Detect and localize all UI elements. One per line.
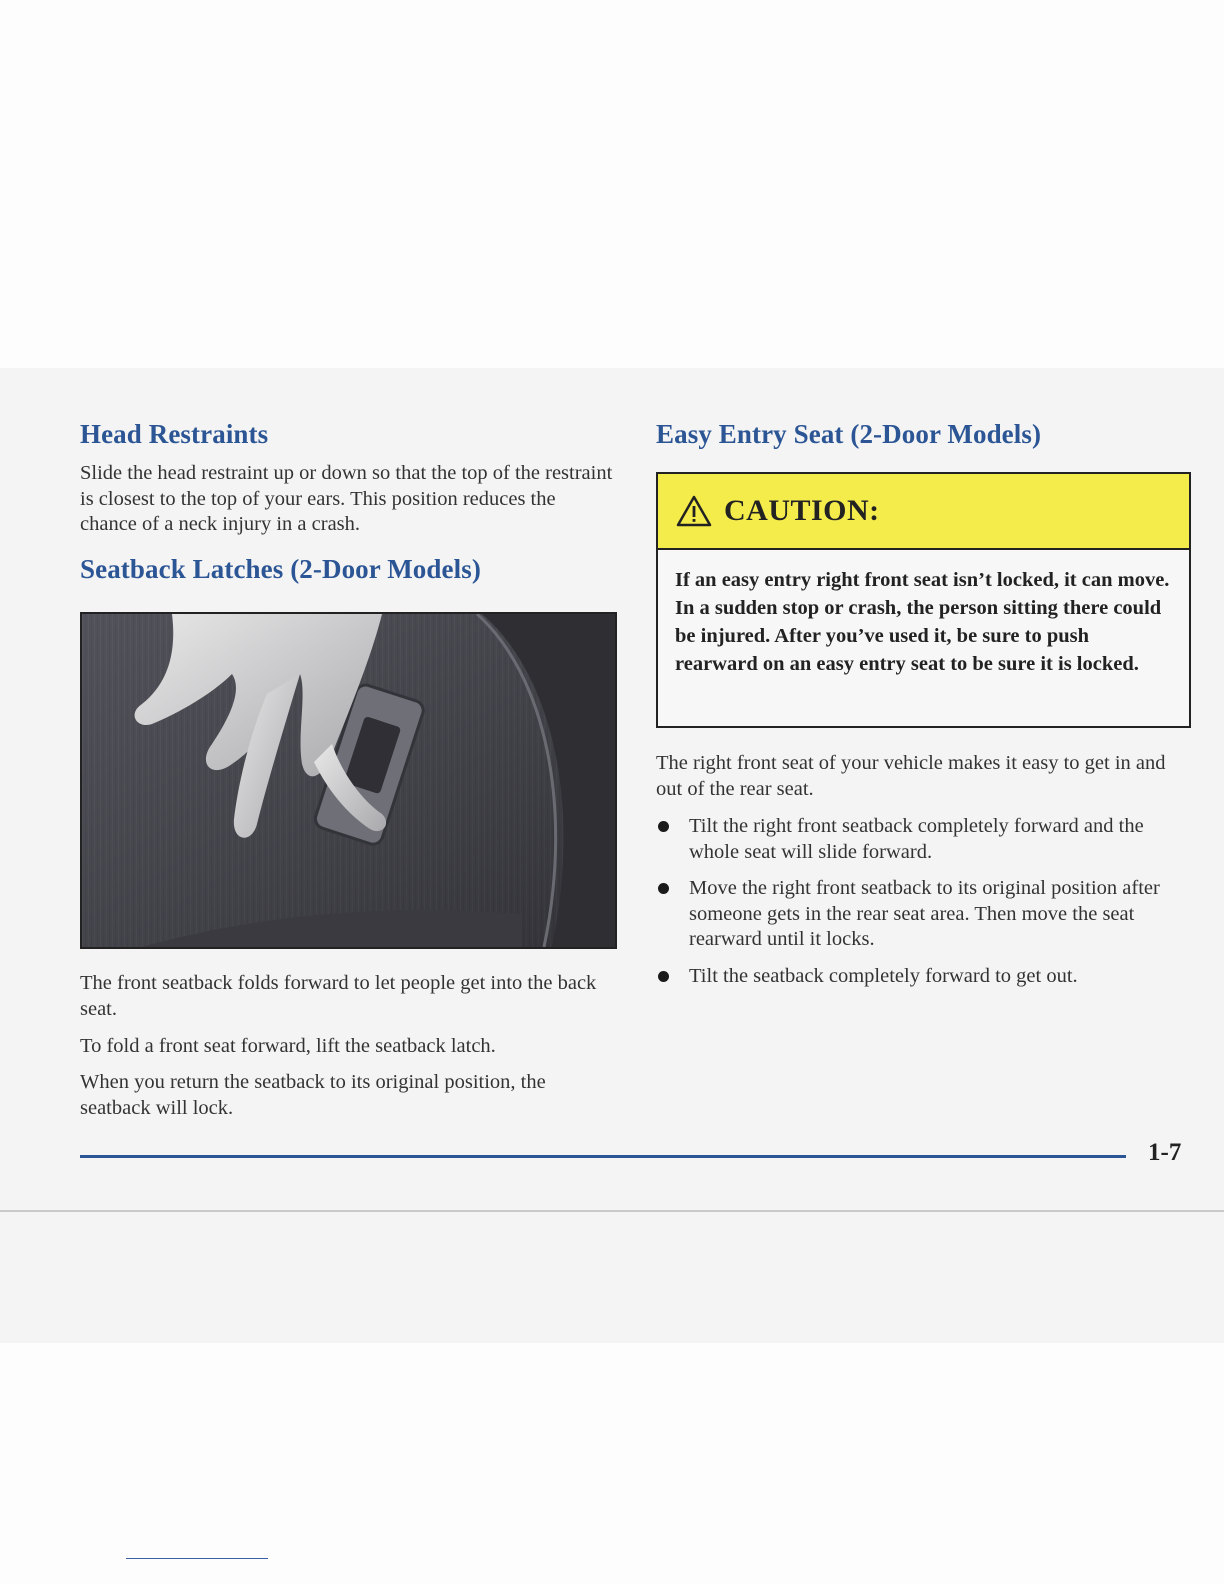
bottom-stub-rule	[126, 1558, 268, 1559]
easy-entry-intro: The right front seat of your vehicle makes it easy to get in and out of the rear seat.	[656, 752, 1166, 800]
seatback-latches-text-3: When you return the seatback to its original position, the seatback will lock.	[80, 1071, 546, 1119]
list-item-text: Tilt the right front seatback completely forward and the whole seat will slide forward.	[689, 815, 1144, 863]
seatback-latch-photo	[80, 612, 617, 949]
footer-rule	[80, 1155, 1126, 1158]
easy-entry-heading: Easy Entry Seat (2-Door Models)	[656, 419, 1042, 449]
page-number: 1-7	[1148, 1139, 1182, 1166]
list-item	[656, 876, 1196, 953]
list-item-text: Move the right front seatback to its original position after someone gets in the rear seat area. Then move the seat rearward until it locks.	[689, 877, 1160, 950]
bullet-icon	[658, 971, 669, 982]
caution-box	[656, 472, 1191, 728]
bullet-icon	[658, 821, 669, 832]
caution-header	[658, 474, 1189, 550]
caution-text: If an easy entry right front seat isn’t locked, it can move. In a sudden stop or crash, the person sitting there could be injured. After you’ve used it, be sure to push rearward on an easy entry seat to be sure it is locked.	[675, 569, 1170, 675]
caution-label: CAUTION:	[724, 494, 880, 527]
bullet-icon	[658, 883, 669, 894]
warning-triangle-icon	[676, 495, 712, 527]
hand-on-latch-illustration	[82, 614, 615, 947]
seatback-latches-text-1: The front seatback folds forward to let people get into the back seat.	[80, 972, 597, 1020]
list-item-text: Tilt the seatback completely forward to get out.	[689, 964, 1078, 987]
list-item	[656, 964, 1196, 990]
head-restraints-text: Slide the head restraint up or down so that the top of the restraint is closest to the top of your ears. This position reduces the chance of a neck injury in a crash.	[80, 462, 613, 535]
seatback-latches-text-2: To fold a front seat forward, lift the seatback latch.	[80, 1035, 496, 1057]
easy-entry-steps	[656, 814, 1196, 1000]
band-divider	[0, 1210, 1224, 1212]
head-restraints-heading: Head Restraints	[80, 419, 269, 449]
list-item	[656, 814, 1196, 865]
seatback-latches-heading: Seatback Latches (2-Door Models)	[80, 554, 481, 584]
